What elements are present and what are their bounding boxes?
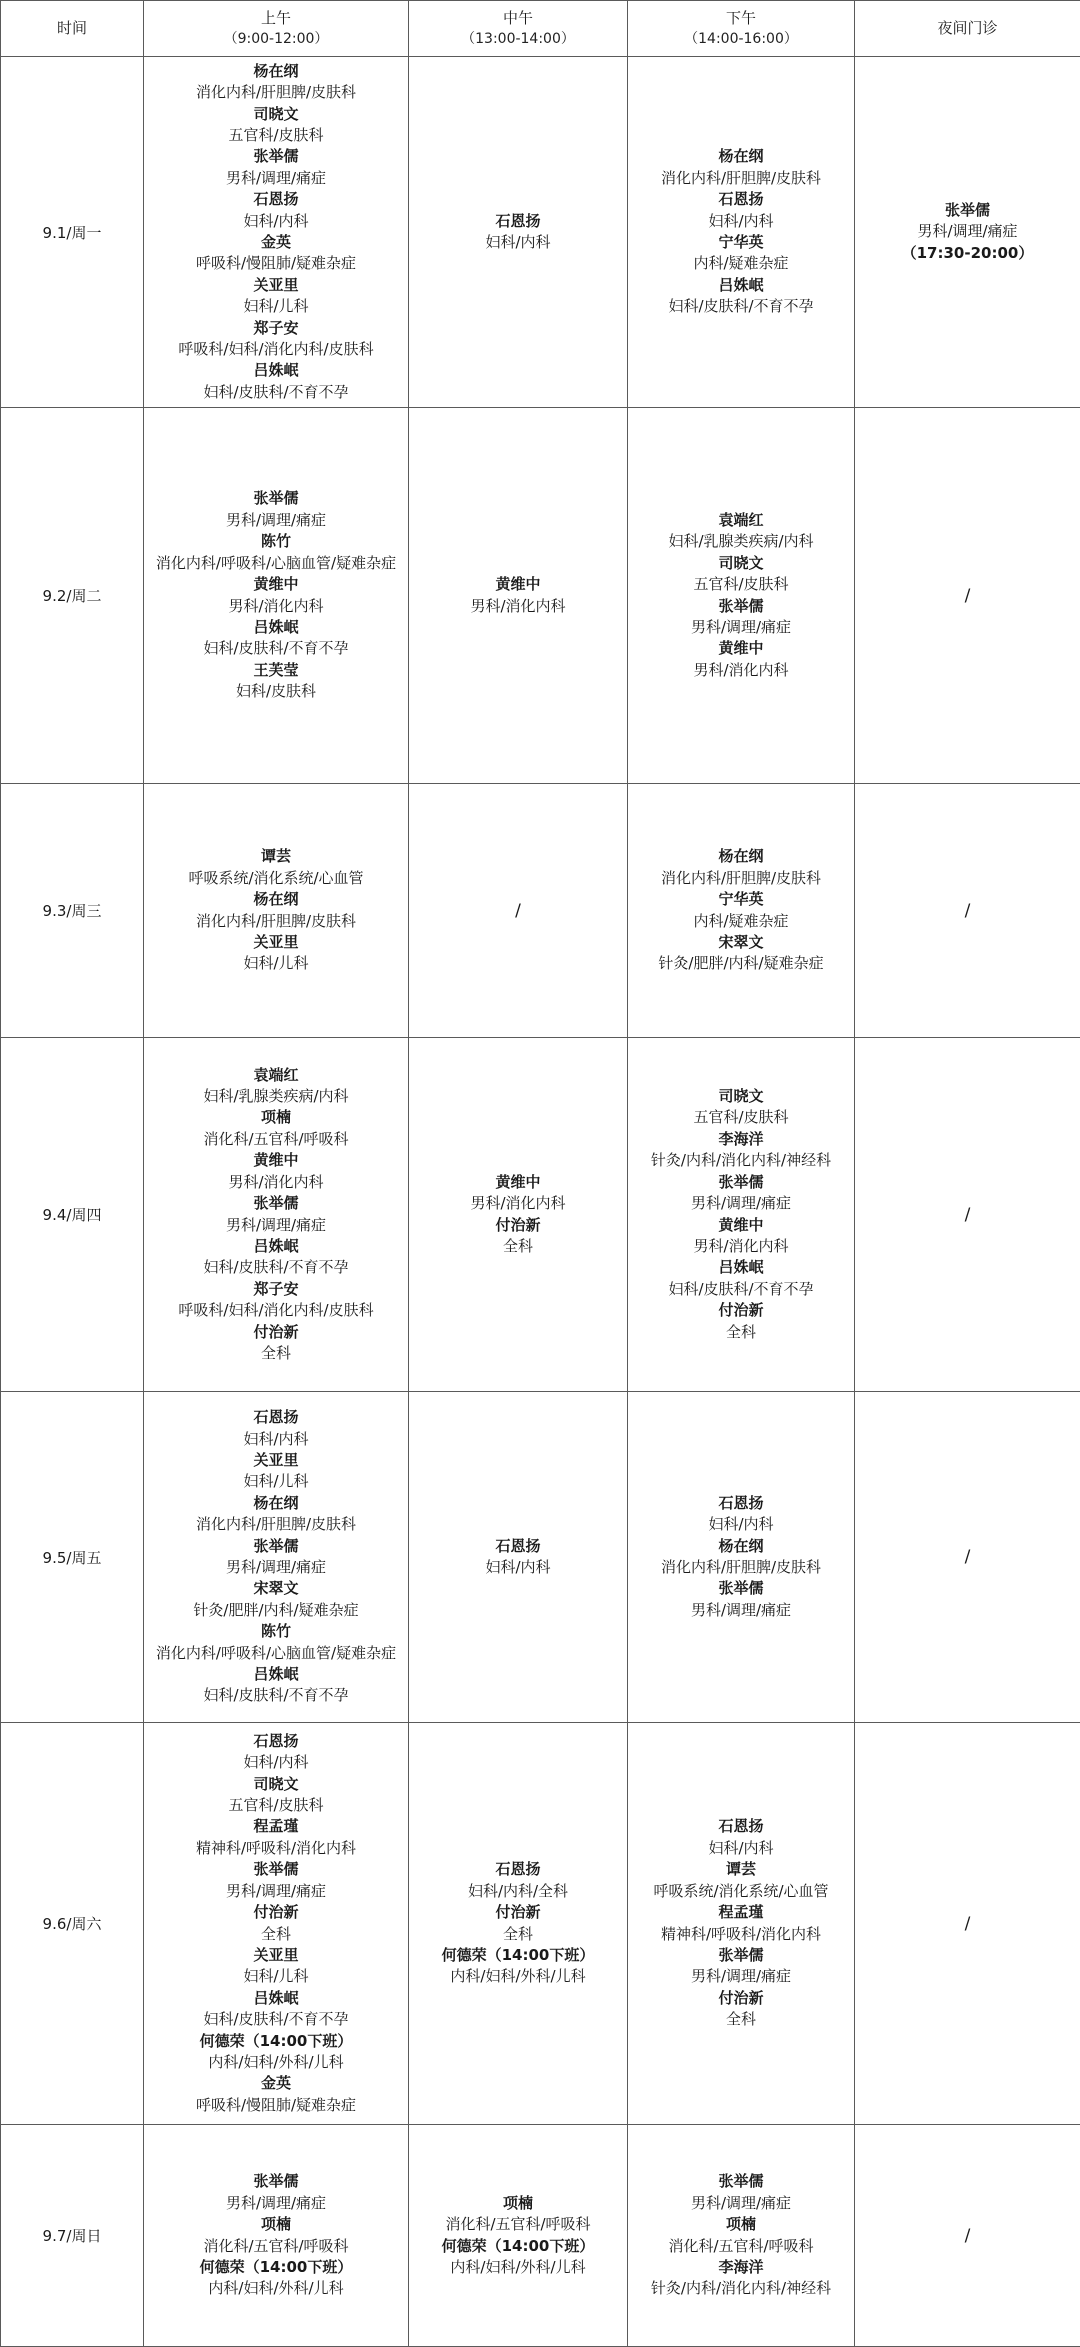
afternoon-cell xyxy=(628,2125,855,2347)
doctor-list xyxy=(632,146,850,317)
doctor-name: 郑子安 xyxy=(148,1279,404,1300)
day-cell: 9.3/周三 xyxy=(1,784,144,1038)
doctor-specialty: 男科/消化内科 xyxy=(148,1172,404,1193)
doctor-name: 杨在纲 xyxy=(632,846,850,867)
doctor-specialty: 妇科/内科 xyxy=(413,1557,623,1578)
doctor-list xyxy=(859,200,1076,264)
doctor-specialty: 消化科/五官科/呼吸科 xyxy=(148,2236,404,2257)
doctor-specialty: 妇科/儿科 xyxy=(148,1966,404,1987)
night-cell: / xyxy=(855,1723,1080,2125)
day-row xyxy=(1,2125,1080,2347)
doctor-specialty: 呼吸系统/消化系统/心血管 xyxy=(148,868,404,889)
doctor-name: 金英 xyxy=(148,232,404,253)
doctor-name: 司晓文 xyxy=(632,1086,850,1107)
doctor-name: 付治新 xyxy=(148,1902,404,1923)
doctor-specialty: 妇科/内科 xyxy=(148,211,404,232)
doctor-name: 项楠 xyxy=(148,1107,404,1128)
doctor-name: 杨在纲 xyxy=(148,889,404,910)
doctor-specialty: 消化内科/肝胆脾/皮肤科 xyxy=(632,168,850,189)
doctor-specialty: 妇科/内科/全科 xyxy=(413,1881,623,1902)
header-time: 时间 xyxy=(1,1,144,57)
doctor-specialty: 消化科/五官科/呼吸科 xyxy=(632,2236,850,2257)
doctor-specialty: 消化科/五官科/呼吸科 xyxy=(413,2214,623,2235)
day-row xyxy=(1,784,1080,1038)
doctor-specialty: 针灸/内科/消化内科/神经科 xyxy=(632,2278,850,2299)
doctor-specialty: 全科 xyxy=(148,1924,404,1945)
doctor-specialty: 消化内科/呼吸科/心脑血管/疑难杂症 xyxy=(148,1643,404,1664)
doctor-specialty: 全科 xyxy=(148,1343,404,1364)
doctor-specialty: 男科/调理/痛症 xyxy=(632,1966,850,1987)
night-cell xyxy=(855,57,1080,408)
doctor-list xyxy=(148,488,404,702)
doctor-name: 项楠 xyxy=(413,2193,623,2214)
doctor-name: 陈竹 xyxy=(148,1621,404,1642)
doctor-name: 张举儒 xyxy=(148,2171,404,2192)
doctor-specialty: 消化内科/肝胆脾/皮肤科 xyxy=(632,1557,850,1578)
doctor-name: 杨在纲 xyxy=(632,146,850,167)
doctor-specialty: 针灸/肥胖/内科/疑难杂症 xyxy=(148,1600,404,1621)
header-afternoon xyxy=(628,1,855,57)
morning-cell xyxy=(144,784,409,1038)
day-cell: 9.6/周六 xyxy=(1,1723,144,2125)
doctor-specialty: 男科/消化内科 xyxy=(632,1236,850,1257)
doctor-name: 黄维中 xyxy=(148,1150,404,1171)
doctor-name: 何德荣（14:00下班） xyxy=(148,2031,404,2052)
doctor-name: 关亚里 xyxy=(148,932,404,953)
doctor-name: 石恩扬 xyxy=(148,1731,404,1752)
doctor-name: 郑子安 xyxy=(148,318,404,339)
doctor-list xyxy=(632,2171,850,2299)
doctor-list xyxy=(413,1859,623,1987)
doctor-specialty: 妇科/皮肤科/不育不孕 xyxy=(148,638,404,659)
doctor-name: 宁华英 xyxy=(632,889,850,910)
doctor-name: 石恩扬 xyxy=(632,1493,850,1514)
doctor-specialty: 妇科/儿科 xyxy=(148,296,404,317)
afternoon-cell xyxy=(628,57,855,408)
doctor-name: 付治新 xyxy=(413,1902,623,1923)
doctor-name: 吕姝岷 xyxy=(148,1988,404,2009)
doctor-specialty: 消化内科/呼吸科/心脑血管/疑难杂症 xyxy=(148,553,404,574)
doctor-name: 李海洋 xyxy=(632,1129,850,1150)
doctor-name: 金英 xyxy=(148,2073,404,2094)
night-cell: / xyxy=(855,2125,1080,2347)
day-row xyxy=(1,1723,1080,2125)
doctor-specialty: 妇科/内科 xyxy=(413,232,623,253)
doctor-list xyxy=(148,1065,404,1365)
doctor-name: 杨在纲 xyxy=(148,61,404,82)
doctor-name: 王芙莹 xyxy=(148,660,404,681)
doctor-specialty: 精神科/呼吸科/消化内科 xyxy=(632,1924,850,1945)
doctor-name: 司晓文 xyxy=(632,553,850,574)
doctor-name: 吕姝岷 xyxy=(632,1257,850,1278)
doctor-name: 关亚里 xyxy=(148,275,404,296)
doctor-specialty: 五官科/皮肤科 xyxy=(148,125,404,146)
doctor-name: 吕姝岷 xyxy=(148,360,404,381)
doctor-specialty: 五官科/皮肤科 xyxy=(632,1107,850,1128)
morning-cell xyxy=(144,1038,409,1392)
morning-cell xyxy=(144,57,409,408)
morning-cell xyxy=(144,408,409,784)
doctor-specialty: 妇科/内科 xyxy=(148,1752,404,1773)
afternoon-cell xyxy=(628,784,855,1038)
doctor-specialty: 男科/调理/痛症 xyxy=(148,2193,404,2214)
header-morning-time: （9:00-12:00） xyxy=(148,29,404,50)
doctor-name: 吕姝岷 xyxy=(148,1664,404,1685)
doctor-specialty: 全科 xyxy=(632,2009,850,2030)
doctor-specialty: 呼吸科/妇科/消化内科/皮肤科 xyxy=(148,1300,404,1321)
doctor-specialty: 精神科/呼吸科/消化内科 xyxy=(148,1838,404,1859)
doctor-name: 杨在纲 xyxy=(148,1493,404,1514)
doctor-specialty: 男科/调理/痛症 xyxy=(632,1600,850,1621)
header-noon-time: （13:00-14:00） xyxy=(413,29,623,50)
doctor-specialty: 妇科/内科 xyxy=(632,1838,850,1859)
doctor-specialty: 内科/妇科/外科/儿科 xyxy=(148,2052,404,2073)
doctor-specialty: 内科/妇科/外科/儿科 xyxy=(148,2278,404,2299)
doctor-specialty: 妇科/皮肤科/不育不孕 xyxy=(148,1257,404,1278)
schedule-body xyxy=(1,57,1080,2347)
doctor-specialty: 妇科/皮肤科/不育不孕 xyxy=(148,1685,404,1706)
doctor-specialty: 男科/调理/痛症 xyxy=(859,221,1076,242)
doctor-name: 黄维中 xyxy=(413,1172,623,1193)
doctor-specialty: 男科/调理/痛症 xyxy=(632,1193,850,1214)
doctor-name: 吕姝岷 xyxy=(632,275,850,296)
doctor-name: 程孟瑾 xyxy=(632,1902,850,1923)
doctor-name: 程孟瑾 xyxy=(148,1816,404,1837)
doctor-name: 黄维中 xyxy=(413,574,623,595)
doctor-name: 袁端红 xyxy=(632,510,850,531)
noon-cell xyxy=(409,408,628,784)
day-row xyxy=(1,1392,1080,1723)
doctor-name: 张举儒 xyxy=(148,1859,404,1880)
doctor-name: 张举儒 xyxy=(148,146,404,167)
doctor-name: 项楠 xyxy=(632,2214,850,2235)
doctor-name: 司晓文 xyxy=(148,1774,404,1795)
doctor-specialty: 消化内科/肝胆脾/皮肤科 xyxy=(148,1514,404,1535)
doctor-specialty: 妇科/儿科 xyxy=(148,953,404,974)
doctor-list xyxy=(413,574,623,617)
doctor-specialty: 男科/调理/痛症 xyxy=(148,168,404,189)
doctor-name: 张举儒 xyxy=(148,488,404,509)
doctor-name: 张举儒 xyxy=(632,2171,850,2192)
night-cell: / xyxy=(855,784,1080,1038)
doctor-specialty: 妇科/皮肤科/不育不孕 xyxy=(148,2009,404,2030)
doctor-specialty: 妇科/皮肤科/不育不孕 xyxy=(632,296,850,317)
doctor-name: 石恩扬 xyxy=(413,1859,623,1880)
doctor-specialty: 妇科/皮肤科/不育不孕 xyxy=(148,382,404,403)
doctor-specialty: 妇科/内科 xyxy=(148,1429,404,1450)
doctor-name: 张举儒 xyxy=(632,1578,850,1599)
morning-cell xyxy=(144,1723,409,2125)
doctor-specialty: 五官科/皮肤科 xyxy=(632,574,850,595)
header-afternoon-time: （14:00-16:00） xyxy=(632,29,850,50)
doctor-specialty: 男科/调理/痛症 xyxy=(148,1215,404,1236)
doctor-specialty: 妇科/儿科 xyxy=(148,1471,404,1492)
doctor-name: 何德荣（14:00下班） xyxy=(413,1945,623,1966)
doctor-specialty: 内科/妇科/外科/儿科 xyxy=(413,1966,623,1987)
doctor-name: 张举儒 xyxy=(632,1945,850,1966)
afternoon-cell xyxy=(628,1723,855,2125)
doctor-specialty: 男科/消化内科 xyxy=(632,660,850,681)
doctor-name: 黄维中 xyxy=(632,1215,850,1236)
doctor-specialty: 呼吸科/慢阻肺/疑难杂症 xyxy=(148,2095,404,2116)
doctor-specialty: 消化内科/肝胆脾/皮肤科 xyxy=(148,911,404,932)
day-row xyxy=(1,1038,1080,1392)
header-noon-label: 中午 xyxy=(503,9,533,27)
doctor-specialty: 针灸/内科/消化内科/神经科 xyxy=(632,1150,850,1171)
doctor-specialty: 妇科/皮肤科/不育不孕 xyxy=(632,1279,850,1300)
noon-cell xyxy=(409,1392,628,1723)
doctor-specialty: 消化内科/肝胆脾/皮肤科 xyxy=(148,82,404,103)
doctor-name: 付治新 xyxy=(148,1322,404,1343)
doctor-list xyxy=(148,1731,404,2116)
afternoon-cell xyxy=(628,408,855,784)
doctor-list xyxy=(632,1493,850,1621)
noon-cell xyxy=(409,1723,628,2125)
doctor-name: 石恩扬 xyxy=(413,211,623,232)
doctor-list xyxy=(148,1407,404,1707)
doctor-list xyxy=(632,1086,850,1343)
doctor-name: 关亚里 xyxy=(148,1945,404,1966)
doctor-specialty: 妇科/乳腺类疾病/内科 xyxy=(632,531,850,552)
doctor-list xyxy=(632,510,850,681)
doctor-list xyxy=(413,1172,623,1258)
doctor-name: 付治新 xyxy=(632,1300,850,1321)
doctor-name: 付治新 xyxy=(413,1215,623,1236)
doctor-name: 项楠 xyxy=(148,2214,404,2235)
doctor-name: 吕姝岷 xyxy=(148,1236,404,1257)
night-cell: / xyxy=(855,1392,1080,1723)
doctor-list xyxy=(413,1536,623,1579)
day-row xyxy=(1,57,1080,408)
night-cell: / xyxy=(855,1038,1080,1392)
day-cell: 9.2/周二 xyxy=(1,408,144,784)
day-row xyxy=(1,408,1080,784)
doctor-list xyxy=(632,846,850,974)
doctor-list xyxy=(148,846,404,974)
doctor-specialty: 内科/疑难杂症 xyxy=(632,253,850,274)
doctor-specialty: 呼吸系统/消化系统/心血管 xyxy=(632,1881,850,1902)
doctor-list xyxy=(148,2171,404,2299)
doctor-name: 吕姝岷 xyxy=(148,617,404,638)
doctor-specialty: 男科/消化内科 xyxy=(413,596,623,617)
doctor-specialty: 妇科/乳腺类疾病/内科 xyxy=(148,1086,404,1107)
doctor-specialty: 妇科/皮肤科 xyxy=(148,681,404,702)
doctor-name: 杨在纲 xyxy=(632,1536,850,1557)
doctor-name: 李海洋 xyxy=(632,2257,850,2278)
doctor-name: 谭芸 xyxy=(148,846,404,867)
day-cell: 9.4/周四 xyxy=(1,1038,144,1392)
doctor-name: 张举儒 xyxy=(148,1193,404,1214)
header-morning xyxy=(144,1,409,57)
doctor-list xyxy=(632,1816,850,2030)
doctor-name: 石恩扬 xyxy=(632,189,850,210)
morning-cell xyxy=(144,1392,409,1723)
noon-cell: / xyxy=(409,784,628,1038)
doctor-specialty: 内科/妇科/外科/儿科 xyxy=(413,2257,623,2278)
doctor-specialty: 男科/消化内科 xyxy=(413,1193,623,1214)
doctor-name: 张举儒 xyxy=(632,1172,850,1193)
doctor-name: 关亚里 xyxy=(148,1450,404,1471)
doctor-specialty: 妇科/内科 xyxy=(632,211,850,232)
doctor-specialty: 男科/消化内科 xyxy=(148,596,404,617)
doctor-specialty: 全科 xyxy=(632,1322,850,1343)
header-row xyxy=(1,1,1080,57)
header-noon xyxy=(409,1,628,57)
doctor-specialty: 妇科/内科 xyxy=(632,1514,850,1535)
doctor-specialty: 男科/调理/痛症 xyxy=(632,2193,850,2214)
doctor-specialty: 男科/调理/痛症 xyxy=(148,1881,404,1902)
doctor-list xyxy=(413,2193,623,2279)
doctor-name: 石恩扬 xyxy=(148,1407,404,1428)
doctor-specialty: 消化内科/肝胆脾/皮肤科 xyxy=(632,868,850,889)
doctor-name: 石恩扬 xyxy=(148,189,404,210)
doctor-name: 谭芸 xyxy=(632,1859,850,1880)
day-cell: 9.7/周日 xyxy=(1,2125,144,2347)
doctor-name: 宁华英 xyxy=(632,232,850,253)
header-night: 夜间门诊 xyxy=(855,1,1080,57)
doctor-name: 袁端红 xyxy=(148,1065,404,1086)
morning-cell xyxy=(144,2125,409,2347)
doctor-list xyxy=(413,211,623,254)
doctor-specialty: 五官科/皮肤科 xyxy=(148,1795,404,1816)
doctor-name: 张举儒 xyxy=(859,200,1076,221)
doctor-hours: （17:30-20:00） xyxy=(859,243,1076,264)
day-cell: 9.1/周一 xyxy=(1,57,144,408)
doctor-specialty: 男科/调理/痛症 xyxy=(148,1557,404,1578)
noon-cell xyxy=(409,57,628,408)
doctor-name: 张举儒 xyxy=(148,1536,404,1557)
noon-cell xyxy=(409,2125,628,2347)
header-afternoon-label: 下午 xyxy=(726,9,756,27)
header-morning-label: 上午 xyxy=(261,9,291,27)
doctor-name: 何德荣（14:00下班） xyxy=(148,2257,404,2278)
doctor-specialty: 呼吸科/慢阻肺/疑难杂症 xyxy=(148,253,404,274)
doctor-list xyxy=(148,61,404,404)
doctor-name: 宋翠文 xyxy=(148,1578,404,1599)
doctor-name: 司晓文 xyxy=(148,104,404,125)
doctor-specialty: 全科 xyxy=(413,1924,623,1945)
doctor-name: 陈竹 xyxy=(148,531,404,552)
doctor-name: 石恩扬 xyxy=(413,1536,623,1557)
doctor-specialty: 内科/疑难杂症 xyxy=(632,911,850,932)
doctor-specialty: 针灸/肥胖/内科/疑难杂症 xyxy=(632,953,850,974)
doctor-specialty: 消化科/五官科/呼吸科 xyxy=(148,1129,404,1150)
doctor-name: 黄维中 xyxy=(148,574,404,595)
doctor-name: 黄维中 xyxy=(632,638,850,659)
doctor-specialty: 男科/调理/痛症 xyxy=(632,617,850,638)
doctor-specialty: 男科/调理/痛症 xyxy=(148,510,404,531)
doctor-name: 石恩扬 xyxy=(632,1816,850,1837)
day-cell: 9.5/周五 xyxy=(1,1392,144,1723)
night-cell: / xyxy=(855,408,1080,784)
doctor-name: 张举儒 xyxy=(632,596,850,617)
afternoon-cell xyxy=(628,1038,855,1392)
doctor-name: 宋翠文 xyxy=(632,932,850,953)
afternoon-cell xyxy=(628,1392,855,1723)
doctor-specialty: 全科 xyxy=(413,1236,623,1257)
doctor-specialty: 呼吸科/妇科/消化内科/皮肤科 xyxy=(148,339,404,360)
noon-cell xyxy=(409,1038,628,1392)
doctor-name: 付治新 xyxy=(632,1988,850,2009)
doctor-name: 何德荣（14:00下班） xyxy=(413,2236,623,2257)
